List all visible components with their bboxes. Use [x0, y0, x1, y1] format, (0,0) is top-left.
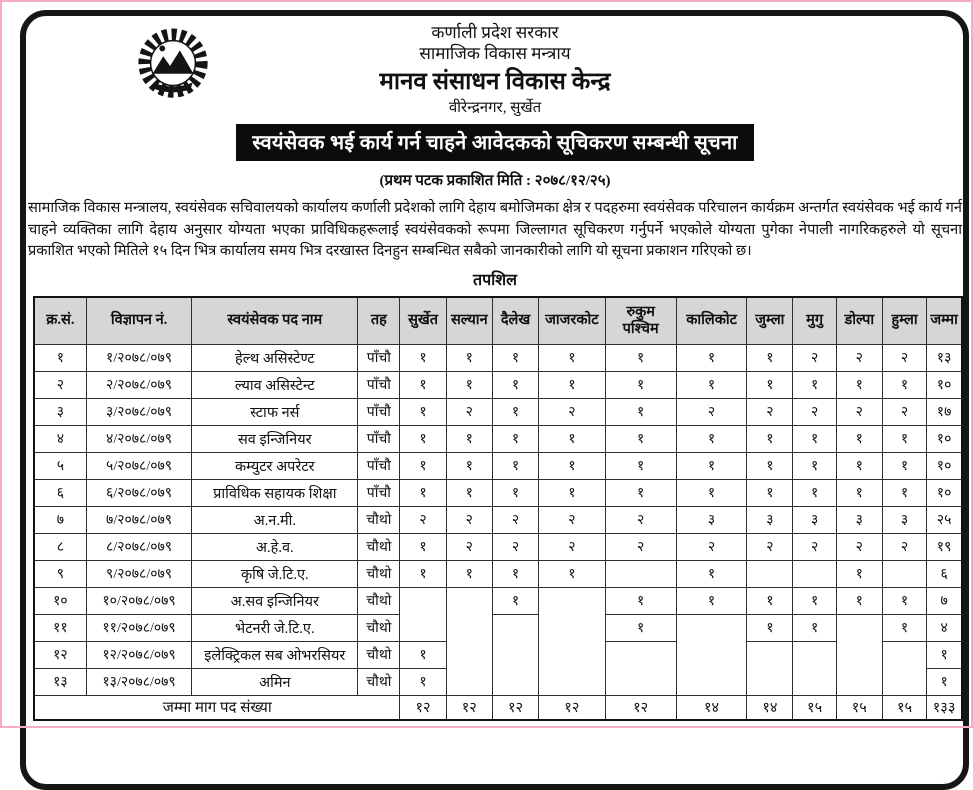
table-cell: २	[492, 533, 538, 560]
column-header: मुगु	[793, 297, 836, 344]
table-cell: ९	[34, 560, 86, 587]
table-cell: ल्याव असिस्टेन्ट	[192, 371, 358, 398]
table-cell: १	[400, 479, 446, 506]
table-cell: १	[446, 479, 492, 506]
table-cell: २	[793, 344, 836, 371]
page-title: स्वयंसेवक भई कार्य गर्न चाहने आवेदकको सूचिकरण सम्बन्धी सूचना	[236, 124, 753, 161]
table-cell: १	[793, 479, 836, 506]
table-cell: २	[882, 398, 926, 425]
table-cell: १	[793, 425, 836, 452]
table-cell: चौथो	[358, 641, 400, 668]
table-cell: पाँचौ	[358, 398, 400, 425]
table-cell: स्टाफ नर्स	[192, 398, 358, 425]
table-cell: १२	[400, 695, 446, 720]
table-cell: १	[605, 587, 676, 614]
table-cell	[882, 641, 926, 695]
table-cell: १	[927, 668, 962, 695]
table-cell: भेटनरी जे.टि.ए.	[192, 614, 358, 641]
table-cell: १२/२०७८/०७९	[86, 641, 192, 668]
table-cell: २	[793, 398, 836, 425]
table-cell: १	[836, 371, 882, 398]
table-cell: १	[605, 425, 676, 452]
table-cell: १	[400, 425, 446, 452]
table-cell: चौथो	[358, 614, 400, 641]
table-cell: ५/२०७८/०७९	[86, 452, 192, 479]
table-cell: १	[836, 587, 882, 614]
table-cell: २	[676, 533, 746, 560]
vacancy-table	[33, 296, 963, 721]
table-cell	[605, 560, 676, 587]
table-cell: १३	[34, 668, 86, 695]
table-row	[34, 452, 962, 479]
table-cell: ३	[676, 506, 746, 533]
table-cell: १२	[492, 695, 538, 720]
table-cell: १०	[34, 587, 86, 614]
table-cell: १	[836, 425, 882, 452]
org-name-line3: मानव संसाधन विकास केन्द्र	[379, 68, 611, 95]
table-cell: १	[793, 371, 836, 398]
column-header: जाजरकोट	[539, 297, 605, 344]
table-cell: चौथो	[358, 506, 400, 533]
table-cell: १	[793, 452, 836, 479]
table-cell: ८/२०७८/०७९	[86, 533, 192, 560]
table-cell: १	[400, 668, 446, 695]
notice-document	[26, 14, 964, 721]
table-cell	[836, 614, 882, 695]
table-cell: १	[676, 371, 746, 398]
table-cell: अ.न.मी.	[192, 506, 358, 533]
table-cell: १	[836, 479, 882, 506]
table-cell: ३	[836, 506, 882, 533]
table-cell: १४	[747, 695, 793, 720]
table-cell: २	[446, 506, 492, 533]
table-cell: चौथो	[358, 533, 400, 560]
table-cell: १	[34, 344, 86, 371]
table-cell: १३३	[927, 695, 962, 720]
table-cell	[747, 560, 793, 587]
table-cell: १	[446, 425, 492, 452]
table-cell: १२	[539, 695, 605, 720]
table-cell: ६	[34, 479, 86, 506]
org-name-line2: सामाजिक विकास मन्त्राय	[419, 44, 571, 64]
table-cell: १९	[927, 533, 962, 560]
column-header: जुम्ला	[747, 297, 793, 344]
table-cell: १५	[793, 695, 836, 720]
column-header: सल्यान	[446, 297, 492, 344]
table-cell	[676, 614, 746, 695]
table-cell: ८	[34, 533, 86, 560]
table-cell: १	[747, 479, 793, 506]
table-cell: १	[492, 479, 538, 506]
table-cell: १३/२०७८/०७९	[86, 668, 192, 695]
table-cell: १	[747, 425, 793, 452]
table-cell	[446, 587, 492, 695]
table-cell: १	[676, 479, 746, 506]
table-cell: १	[882, 452, 926, 479]
org-name-line1: कर्णाली प्रदेश सरकार	[431, 23, 559, 42]
table-cell: जम्मा माग पद संख्या	[34, 695, 400, 720]
table-cell: पाँचौ	[358, 371, 400, 398]
table-row	[34, 614, 962, 641]
column-header: कालिकोट	[676, 297, 746, 344]
table-cell	[793, 560, 836, 587]
table-cell: १	[446, 560, 492, 587]
table-cell: चौथो	[358, 668, 400, 695]
table-cell: ७	[927, 587, 962, 614]
table-cell: १	[747, 587, 793, 614]
table-cell: १	[747, 452, 793, 479]
table-cell: अ.हे.व.	[192, 533, 358, 560]
table-cell: १	[492, 452, 538, 479]
table-cell: १	[605, 479, 676, 506]
table-cell: २	[446, 398, 492, 425]
table-cell: १	[882, 479, 926, 506]
table-cell: १	[492, 398, 538, 425]
table-cell: ३/२०७८/०७९	[86, 398, 192, 425]
table-row	[34, 344, 962, 371]
table-cell: चौथो	[358, 560, 400, 587]
table-cell	[539, 587, 605, 695]
table-cell: २५	[927, 506, 962, 533]
table-cell: हेल्थ असिस्टेण्ट	[192, 344, 358, 371]
table-cell: १	[747, 614, 793, 641]
table-cell: १७	[927, 398, 962, 425]
table-cell: १	[676, 587, 746, 614]
table-cell: १	[605, 614, 676, 641]
table-cell: १३	[927, 344, 962, 371]
table-cell: १	[676, 560, 746, 587]
table-cell: १	[400, 533, 446, 560]
table-cell: १	[446, 371, 492, 398]
column-header: सुर्खेत	[400, 297, 446, 344]
table-cell: १०	[927, 371, 962, 398]
table-cell: १	[676, 452, 746, 479]
table-cell: १	[446, 452, 492, 479]
table-cell: १	[882, 614, 926, 641]
table-cell	[882, 560, 926, 587]
table-cell: २	[836, 344, 882, 371]
table-cell: १४	[676, 695, 746, 720]
table-cell: १	[539, 371, 605, 398]
table-cell: सव इन्जिनियर	[192, 425, 358, 452]
table-cell: २	[605, 506, 676, 533]
column-header: रुकुम पश्चिम	[605, 297, 676, 344]
table-cell: इलेक्ट्रिकल सब ओभरसियर	[192, 641, 358, 668]
table-cell: कृषि जे.टि.ए.	[192, 560, 358, 587]
table-cell: १	[446, 344, 492, 371]
table-row	[34, 587, 962, 614]
table-cell: ५	[34, 452, 86, 479]
table-cell: १	[676, 425, 746, 452]
table-cell: १	[793, 614, 836, 641]
table-cell: पाँचौ	[358, 479, 400, 506]
table-cell: ११	[34, 614, 86, 641]
column-header: विज्ञापन नं.	[86, 297, 192, 344]
table-cell: १	[400, 452, 446, 479]
table-cell: २	[539, 533, 605, 560]
table-cell: १	[793, 587, 836, 614]
table-cell	[747, 641, 793, 695]
table-cell: चौथो	[358, 587, 400, 614]
table-cell: १	[539, 479, 605, 506]
table-cell: १५	[882, 695, 926, 720]
table-cell: २	[836, 398, 882, 425]
table-cell: २	[539, 506, 605, 533]
table-cell: १	[400, 371, 446, 398]
table-cell: १	[400, 344, 446, 371]
government-emblem-logo	[134, 22, 212, 110]
table-cell: १	[539, 452, 605, 479]
table-cell: १	[836, 560, 882, 587]
table-cell: १	[882, 425, 926, 452]
table-cell: १	[492, 587, 538, 614]
table-cell: १२	[605, 695, 676, 720]
column-header: जम्मा	[927, 297, 962, 344]
table-total-row	[34, 695, 962, 720]
table-cell: १	[539, 425, 605, 452]
table-header-row	[34, 297, 962, 344]
table-body	[34, 344, 962, 695]
table-cell: २	[882, 533, 926, 560]
table-cell: ३	[793, 506, 836, 533]
table-cell: पाँचौ	[358, 452, 400, 479]
column-header: हुम्ला	[882, 297, 926, 344]
table-cell: ११/२०७८/०७९	[86, 614, 192, 641]
table-cell: २/२०७८/०७९	[86, 371, 192, 398]
table-cell: प्राविधिक सहायक शिक्षा	[192, 479, 358, 506]
table-cell: पाँचौ	[358, 344, 400, 371]
table-cell: २	[492, 506, 538, 533]
table-cell: १	[927, 641, 962, 668]
table-cell: ६/२०७८/०७९	[86, 479, 192, 506]
table-cell: ९/२०७८/०७९	[86, 560, 192, 587]
table-row	[34, 533, 962, 560]
table-cell: १	[882, 587, 926, 614]
table-cell: २	[747, 533, 793, 560]
table-cell: २	[747, 398, 793, 425]
table-cell: १०	[927, 479, 962, 506]
table-cell: कम्युटर अपरेटर	[192, 452, 358, 479]
table-cell: २	[539, 398, 605, 425]
details-heading: तपशिल	[472, 272, 518, 290]
table-cell: १	[747, 344, 793, 371]
table-row	[34, 398, 962, 425]
table-cell: १	[605, 344, 676, 371]
table-cell: २	[882, 344, 926, 371]
column-header: तह	[358, 297, 400, 344]
table-cell: १	[836, 452, 882, 479]
table-cell: २	[34, 371, 86, 398]
publish-date: (प्रथम पटक प्रकाशित मिति : २०७८/१२/२५)	[379, 173, 611, 190]
table-cell: २	[446, 533, 492, 560]
table-row	[34, 371, 962, 398]
table-cell: ४/२०७८/०७९	[86, 425, 192, 452]
table-cell: १५	[836, 695, 882, 720]
table-cell: १	[882, 371, 926, 398]
table-cell: ४	[34, 425, 86, 452]
table-cell: १	[492, 344, 538, 371]
column-header: डोल्पा	[836, 297, 882, 344]
table-cell	[793, 641, 836, 695]
table-cell: ४	[927, 614, 962, 641]
table-cell: १/२०७८/०७९	[86, 344, 192, 371]
table-cell: १	[492, 560, 538, 587]
org-address: वीरेन्द्रनगर, सुर्खेत	[448, 99, 542, 116]
table-cell	[400, 587, 446, 641]
table-row	[34, 560, 962, 587]
table-cell: १०/२०७८/०७९	[86, 587, 192, 614]
table-cell: १	[492, 425, 538, 452]
column-header: क्र.सं.	[34, 297, 86, 344]
table-cell: ३	[34, 398, 86, 425]
table-cell: ६	[927, 560, 962, 587]
table-row	[34, 425, 962, 452]
table-cell: १	[492, 371, 538, 398]
table-cell: १	[400, 398, 446, 425]
table-cell	[605, 641, 676, 695]
table-cell: ३	[747, 506, 793, 533]
table-cell: १२	[446, 695, 492, 720]
notice-body-paragraph: सामाजिक विकास मन्त्रालय, स्वयंसेवक सचिवालयको कार्यालय कर्णाली प्रदेशको लागि देहाय बमोजिमका क्षेत्र र पदहरुमा स्वयंसेवक परिचालन कार्यक्रम अन्तर्गत स्वयंसेवक भई कार्य गर्न चाहने व्यक्तिका लागि देहाय अनुसार योग्यता भएका प्राविधिकहरूलाई स्वयंसेवकको रूपमा जिल्लागत सूचिकरण गर्नुपर्ने भएकोले योग्यता पुगेका नेपाली नागरिकहरुले यो सूचना प्रकाशित भएको मितिले १५ दिन भित्र कार्यालय समय भित्र दरखास्त दिनहुन सम्बन्धित सबैको जानकारीको लागि यो सूचना प्रकाशन गरिएको छ।	[28, 200, 962, 260]
table-cell: १	[747, 371, 793, 398]
table-cell: १	[605, 398, 676, 425]
table-cell: २	[400, 506, 446, 533]
table-cell	[492, 614, 538, 695]
table-cell: ३	[882, 506, 926, 533]
column-header: दैलेख	[492, 297, 538, 344]
table-cell: १२	[34, 641, 86, 668]
table-cell: १	[400, 560, 446, 587]
table-cell: पाँचौ	[358, 425, 400, 452]
table-cell: १	[605, 371, 676, 398]
table-cell: १	[539, 344, 605, 371]
table-cell: १	[539, 560, 605, 587]
table-cell: ७	[34, 506, 86, 533]
table-cell: अमिन	[192, 668, 358, 695]
table-row	[34, 506, 962, 533]
table-row	[34, 479, 962, 506]
column-header: स्वयंसेवक पद नाम	[192, 297, 358, 344]
table-cell: १०	[927, 452, 962, 479]
table-cell: १०	[927, 425, 962, 452]
table-cell: १	[400, 641, 446, 668]
table-cell: २	[793, 533, 836, 560]
table-cell: २	[676, 398, 746, 425]
table-cell: १	[676, 344, 746, 371]
table-cell: अ.सव इन्जिनियर	[192, 587, 358, 614]
table-cell: ७/२०७८/०७९	[86, 506, 192, 533]
table-cell: १	[605, 452, 676, 479]
table-cell: २	[836, 533, 882, 560]
table-cell: २	[605, 533, 676, 560]
